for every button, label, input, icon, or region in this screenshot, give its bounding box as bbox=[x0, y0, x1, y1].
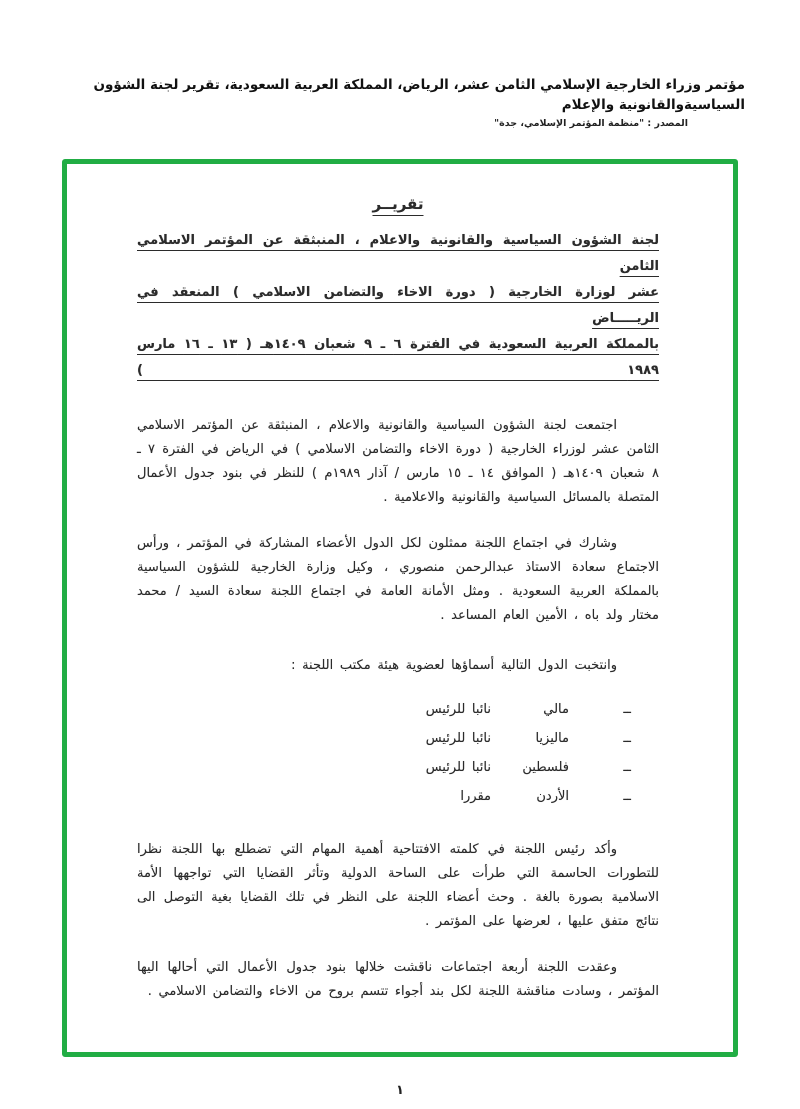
report-heading bbox=[137, 228, 659, 384]
report-heading-line: عشر لوزارة الخارجية ( دورة الاخاء والتضامن الاسلامي ) المنعقد في الريـــــاض bbox=[137, 285, 659, 327]
bureau-role: نائبا للرئيس bbox=[425, 760, 491, 776]
report-paragraph: وعقدت اللجنة أربعة اجتماعات ناقشت خلالها بنود جدول الأعمال التي أحالها اليها المؤتمر ، وسادت مناقشة اللجنة لكل بند أجواء تتسم بروح من الاخاء والتضامن الاسلامي . bbox=[137, 960, 659, 1000]
list-item bbox=[137, 727, 631, 750]
bureau-role: مقررا bbox=[460, 789, 491, 805]
bureau-country: مالي bbox=[543, 702, 569, 718]
bureau-country: فلسطين bbox=[522, 760, 569, 776]
bureau-country: ماليزيا bbox=[535, 731, 569, 747]
header-title: مؤتمر وزراء الخارجية الإسلامي الثامن عشر، الرياض، المملكة العربية السعودية، تقرير لجنة الشؤون السياسيةوالقانونية والإعلام bbox=[93, 77, 745, 113]
bureau-role: نائبا للرئيس bbox=[425, 702, 491, 718]
document-header bbox=[0, 76, 800, 129]
bureau-role: نائبا للرئيس bbox=[425, 731, 491, 747]
list-dash: ــ bbox=[623, 731, 631, 747]
bureau-members-list bbox=[137, 698, 631, 808]
bureau-country: الأردن bbox=[536, 789, 569, 805]
list-dash: ــ bbox=[623, 789, 631, 805]
list-item bbox=[137, 698, 631, 721]
scanned-document-frame bbox=[62, 159, 738, 1057]
report-paragraph: اجتمعت لجنة الشؤون السياسية والقانونية والاعلام ، المنبثقة عن المؤتمر الاسلامي الثامن عشر لوزراء الخارجية ( دورة الاخاء والتضامن الاسلامي ) في الرياض في الفترة ٧ ـ ٨ شعبان ١٤٠٩هـ ( الموافق ١٤ ـ ١٥ مارس / آذار ١٩٨٩م ) للنظر في بنود جدول الأعمال المتصلة بالمسائل السياسية والقانونية والاعلامية . bbox=[137, 418, 660, 506]
list-item bbox=[137, 756, 631, 779]
report-heading-line: بالمملكة العربية السعودية في الفترة ٦ ـ ٩ شعبان ١٤٠٩هـ ( ١٣ ـ ١٦ مارس ١٩٨٩ ) bbox=[137, 337, 659, 379]
report-paragraph: وانتخبت الدول التالية أسماؤها لعضوية هيئة مكتب اللجنة : bbox=[291, 658, 617, 674]
header-source: المصدر : "منظمة المؤتمر الإسلامي، جدة" bbox=[494, 118, 688, 130]
report-paragraph: وشارك في اجتماع اللجنة ممثلون لكل الدول الأعضاء المشاركة في المؤتمر ، ورأس الاجتماع سعادة الاستاذ عبدالرحمن منصوري ، وكيل وزارة الخارجية للشؤون السياسية بالمملكة العربية السعودية . ومثل الأمانة العامة في اجتماع اللجنة سعادة السيد / محمد مختار ولد باه ، الأمين العام المساعد . bbox=[137, 536, 659, 624]
list-item bbox=[137, 785, 631, 808]
page-number: ١ bbox=[396, 1083, 404, 1099]
list-dash: ــ bbox=[623, 760, 631, 776]
report-heading-line: لجنة الشؤون السياسية والقانونية والاعلام ، المنبثقة عن المؤتمر الاسلامي الثامن bbox=[137, 233, 659, 275]
list-dash: ــ bbox=[623, 702, 631, 718]
scanned-document bbox=[67, 164, 733, 1052]
report-title: تقريــر bbox=[372, 195, 424, 214]
report-paragraph: وأكد رئيس اللجنة في كلمته الافتتاحية أهمية المهام التي تضطلع بها اللجنة نظرا للتطورات الحاسمة التي طرأت على الساحة الدولية وتأثر القضايا التي تواجهها الأمة الاسلامية بصورة بالغة . وحث أعضاء اللجنة على النظر في تلك القضايا بغية التوصل الى نتائج متفق عليها ، لعرضها على المؤتمر . bbox=[137, 842, 659, 930]
